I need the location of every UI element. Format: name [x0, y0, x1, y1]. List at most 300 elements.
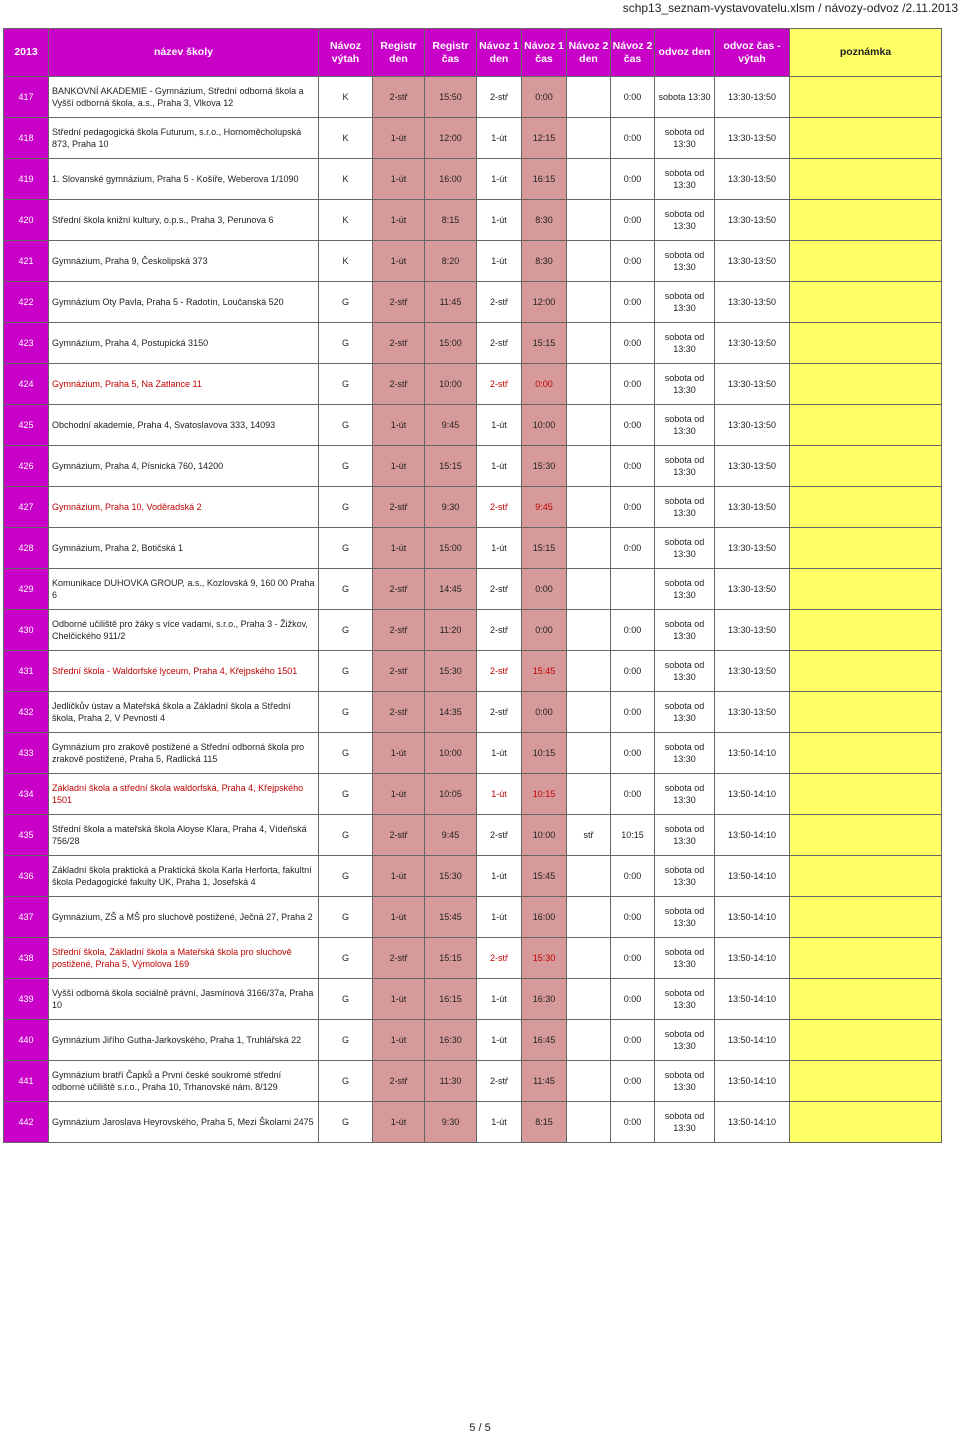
navoz1-den-cell: 1-út — [477, 856, 522, 897]
odvoz-cas-cell: 13:50-14:10 — [715, 1061, 790, 1102]
odvoz-den-cell: sobota od 13:30 — [655, 446, 715, 487]
navoz1-den-cell: 1-út — [477, 774, 522, 815]
navoz1-den-cell: 1-út — [477, 405, 522, 446]
navoz-vytah-cell: G — [319, 569, 373, 610]
navoz2-den-cell — [567, 487, 611, 528]
table-row — [4, 692, 942, 733]
school-name: Základní škola praktická a Praktická škola Karla Herforta, fakultní škola Pedagogické fakulty UK, Praha 1, Josefská 4 — [49, 856, 319, 897]
navoz2-den-cell — [567, 446, 611, 487]
navoz1-cas-cell: 16:30 — [522, 979, 567, 1020]
school-name: Gymnázium, Praha 4, Postupická 3150 — [49, 323, 319, 364]
row-number: 422 — [4, 282, 49, 323]
school-name: Střední pedagogická škola Futurum, s.r.o., Hornoměcholupská 873, Praha 10 — [49, 118, 319, 159]
poznamka-cell — [790, 733, 942, 774]
row-number: 417 — [4, 77, 49, 118]
navoz1-den-cell: 2-stř — [477, 938, 522, 979]
school-name: Gymnázium bratří Čapků a První české soukromé střední odborné učiliště s.r.o., Praha 10, Trhanovské nám. 8/129 — [49, 1061, 319, 1102]
poznamka-cell — [790, 815, 942, 856]
navoz-vytah-cell: G — [319, 323, 373, 364]
navoz1-den-cell: 1-út — [477, 200, 522, 241]
navoz-vytah-cell: G — [319, 364, 373, 405]
navoz-vytah-cell: G — [319, 1061, 373, 1102]
navoz2-cas-cell: 0:00 — [611, 77, 655, 118]
odvoz-den-cell: sobota od 13:30 — [655, 856, 715, 897]
registr-cas-cell: 15:30 — [425, 856, 477, 897]
school-name: Střední škola a mateřská škola Aloyse Klara, Praha 4, Vídeňská 756/28 — [49, 815, 319, 856]
registr-cas-cell: 15:45 — [425, 897, 477, 938]
navoz-vytah-cell: G — [319, 487, 373, 528]
navoz2-cas-cell: 0:00 — [611, 1061, 655, 1102]
row-number: 436 — [4, 856, 49, 897]
navoz2-cas-cell: 0:00 — [611, 733, 655, 774]
navoz2-cas-cell: 10:15 — [611, 815, 655, 856]
header-odvoz-den: odvoz den — [655, 29, 715, 77]
navoz-vytah-cell: K — [319, 159, 373, 200]
navoz1-cas-cell: 10:00 — [522, 405, 567, 446]
navoz2-den-cell — [567, 569, 611, 610]
navoz1-cas-cell: 10:15 — [522, 774, 567, 815]
navoz1-den-cell: 2-stř — [477, 815, 522, 856]
page-number: 5 / 5 — [469, 1422, 491, 1434]
registr-cas-cell: 12:00 — [425, 118, 477, 159]
navoz2-cas-cell: 0:00 — [611, 528, 655, 569]
school-name: 1. Slovanské gymnázium, Praha 5 - Košíře, Weberova 1/1090 — [49, 159, 319, 200]
header-navoz1-cas: Návoz 1 čas — [522, 29, 567, 77]
navoz2-den-cell: stř — [567, 815, 611, 856]
navoz2-den-cell — [567, 528, 611, 569]
navoz1-cas-cell: 15:30 — [522, 938, 567, 979]
navoz2-cas-cell: 0:00 — [611, 118, 655, 159]
row-number: 434 — [4, 774, 49, 815]
odvoz-den-cell: sobota od 13:30 — [655, 692, 715, 733]
navoz2-den-cell — [567, 200, 611, 241]
odvoz-den-cell: sobota od 13:30 — [655, 569, 715, 610]
odvoz-den-cell: sobota 13:30 — [655, 77, 715, 118]
header-school-name: název školy — [49, 29, 319, 77]
registr-den-cell: 2-stř — [373, 364, 425, 405]
odvoz-cas-cell: 13:50-14:10 — [715, 1102, 790, 1143]
row-number: 418 — [4, 118, 49, 159]
navoz1-den-cell: 1-út — [477, 897, 522, 938]
navoz1-den-cell: 2-stř — [477, 487, 522, 528]
navoz1-den-cell: 2-stř — [477, 1061, 522, 1102]
odvoz-cas-cell: 13:50-14:10 — [715, 774, 790, 815]
table-row — [4, 856, 942, 897]
odvoz-cas-cell: 13:30-13:50 — [715, 692, 790, 733]
odvoz-cas-cell: 13:50-14:10 — [715, 815, 790, 856]
row-number: 439 — [4, 979, 49, 1020]
table-row — [4, 364, 942, 405]
navoz2-cas-cell: 0:00 — [611, 405, 655, 446]
navoz-vytah-cell: G — [319, 1102, 373, 1143]
poznamka-cell — [790, 487, 942, 528]
registr-den-cell: 1-út — [373, 1020, 425, 1061]
navoz2-cas-cell: 0:00 — [611, 323, 655, 364]
poznamka-cell — [790, 692, 942, 733]
navoz-vytah-cell: G — [319, 651, 373, 692]
header-odvoz-cas-vytah: odvoz čas - výtah — [715, 29, 790, 77]
header-row — [4, 29, 942, 77]
navoz-vytah-cell: G — [319, 979, 373, 1020]
navoz2-cas-cell: 0:00 — [611, 1102, 655, 1143]
poznamka-cell — [790, 528, 942, 569]
registr-den-cell: 1-út — [373, 446, 425, 487]
registr-den-cell: 2-stř — [373, 487, 425, 528]
school-name: Gymnázium, Praha 10, Voděradská 2 — [49, 487, 319, 528]
odvoz-cas-cell: 13:30-13:50 — [715, 528, 790, 569]
registr-cas-cell: 9:30 — [425, 1102, 477, 1143]
school-name: Střední škola - Waldorfské lyceum, Praha 4, Křejpského 1501 — [49, 651, 319, 692]
table-row — [4, 1020, 942, 1061]
navoz1-cas-cell: 15:15 — [522, 323, 567, 364]
navoz1-cas-cell: 16:15 — [522, 159, 567, 200]
poznamka-cell — [790, 118, 942, 159]
navoz2-cas-cell: 0:00 — [611, 692, 655, 733]
school-name: Gymnázium, Praha 9, Českolipská 373 — [49, 241, 319, 282]
row-number: 431 — [4, 651, 49, 692]
registr-den-cell: 1-út — [373, 774, 425, 815]
poznamka-cell — [790, 979, 942, 1020]
registr-cas-cell: 16:00 — [425, 159, 477, 200]
odvoz-cas-cell: 13:30-13:50 — [715, 651, 790, 692]
header-year: 2013 — [4, 29, 49, 77]
navoz1-cas-cell: 0:00 — [522, 364, 567, 405]
header-navoz2-cas: Návoz 2 čas — [611, 29, 655, 77]
registr-den-cell: 1-út — [373, 1102, 425, 1143]
odvoz-den-cell: sobota od 13:30 — [655, 1020, 715, 1061]
navoz2-cas-cell: 0:00 — [611, 1020, 655, 1061]
navoz1-den-cell: 1-út — [477, 1020, 522, 1061]
poznamka-cell — [790, 405, 942, 446]
registr-cas-cell: 11:20 — [425, 610, 477, 651]
row-number: 421 — [4, 241, 49, 282]
odvoz-cas-cell: 13:50-14:10 — [715, 897, 790, 938]
row-number: 423 — [4, 323, 49, 364]
registr-cas-cell: 10:00 — [425, 733, 477, 774]
table-row — [4, 446, 942, 487]
odvoz-cas-cell: 13:30-13:50 — [715, 364, 790, 405]
poznamka-cell — [790, 200, 942, 241]
navoz2-cas-cell: 0:00 — [611, 159, 655, 200]
odvoz-den-cell: sobota od 13:30 — [655, 651, 715, 692]
odvoz-cas-cell: 13:30-13:50 — [715, 159, 790, 200]
navoz1-cas-cell: 9:45 — [522, 487, 567, 528]
table-row — [4, 200, 942, 241]
schedule-table — [3, 28, 942, 1143]
navoz2-den-cell — [567, 1020, 611, 1061]
navoz1-den-cell: 2-stř — [477, 569, 522, 610]
header-navoz-vytah: Návoz výtah — [319, 29, 373, 77]
registr-cas-cell: 16:15 — [425, 979, 477, 1020]
row-number: 442 — [4, 1102, 49, 1143]
navoz1-cas-cell: 8:15 — [522, 1102, 567, 1143]
odvoz-den-cell: sobota od 13:30 — [655, 610, 715, 651]
registr-den-cell: 1-út — [373, 528, 425, 569]
poznamka-cell — [790, 446, 942, 487]
odvoz-den-cell: sobota od 13:30 — [655, 528, 715, 569]
table-row — [4, 241, 942, 282]
odvoz-cas-cell: 13:50-14:10 — [715, 938, 790, 979]
file-path-header: schp13_seznam-vystavovatelu.xlsm / návozy-odvoz /2.11.2013 — [622, 1, 958, 15]
odvoz-den-cell: sobota od 13:30 — [655, 118, 715, 159]
poznamka-cell — [790, 159, 942, 200]
navoz1-den-cell: 1-út — [477, 241, 522, 282]
odvoz-den-cell: sobota od 13:30 — [655, 405, 715, 446]
navoz-vytah-cell: G — [319, 897, 373, 938]
table-row — [4, 77, 942, 118]
odvoz-cas-cell: 13:30-13:50 — [715, 241, 790, 282]
odvoz-den-cell: sobota od 13:30 — [655, 1102, 715, 1143]
odvoz-cas-cell: 13:30-13:50 — [715, 405, 790, 446]
navoz2-cas-cell: 0:00 — [611, 651, 655, 692]
row-number: 426 — [4, 446, 49, 487]
table-row — [4, 569, 942, 610]
odvoz-den-cell: sobota od 13:30 — [655, 774, 715, 815]
registr-den-cell: 2-stř — [373, 610, 425, 651]
poznamka-cell — [790, 569, 942, 610]
navoz-vytah-cell: K — [319, 118, 373, 159]
table-row — [4, 1102, 942, 1143]
navoz-vytah-cell: G — [319, 815, 373, 856]
row-number: 425 — [4, 405, 49, 446]
school-name: Vyšší odborná škola sociálně právní, Jasmínová 3166/37a, Praha 10 — [49, 979, 319, 1020]
navoz2-den-cell — [567, 364, 611, 405]
navoz1-cas-cell: 8:30 — [522, 241, 567, 282]
header-navoz1-den: Návoz 1 den — [477, 29, 522, 77]
navoz2-den-cell — [567, 897, 611, 938]
registr-den-cell: 2-stř — [373, 77, 425, 118]
table-row — [4, 323, 942, 364]
registr-cas-cell: 14:35 — [425, 692, 477, 733]
odvoz-den-cell: sobota od 13:30 — [655, 241, 715, 282]
row-number: 420 — [4, 200, 49, 241]
registr-den-cell: 2-stř — [373, 938, 425, 979]
navoz-vytah-cell: K — [319, 77, 373, 118]
table-row — [4, 405, 942, 446]
navoz1-cas-cell: 12:00 — [522, 282, 567, 323]
registr-den-cell: 1-út — [373, 241, 425, 282]
odvoz-cas-cell: 13:30-13:50 — [715, 118, 790, 159]
odvoz-cas-cell: 13:30-13:50 — [715, 610, 790, 651]
navoz2-den-cell — [567, 405, 611, 446]
registr-cas-cell: 15:15 — [425, 446, 477, 487]
registr-den-cell: 2-stř — [373, 282, 425, 323]
registr-cas-cell: 10:05 — [425, 774, 477, 815]
navoz1-den-cell: 1-út — [477, 118, 522, 159]
row-number: 419 — [4, 159, 49, 200]
registr-den-cell: 2-stř — [373, 692, 425, 733]
registr-cas-cell: 16:30 — [425, 1020, 477, 1061]
odvoz-cas-cell: 13:30-13:50 — [715, 77, 790, 118]
odvoz-den-cell: sobota od 13:30 — [655, 159, 715, 200]
navoz2-cas-cell: 0:00 — [611, 774, 655, 815]
registr-cas-cell: 10:00 — [425, 364, 477, 405]
navoz1-cas-cell: 15:45 — [522, 651, 567, 692]
registr-den-cell: 2-stř — [373, 815, 425, 856]
school-name: Gymnázium, Praha 5, Na Zatlance 11 — [49, 364, 319, 405]
school-name: Gymnázium Oty Pavla, Praha 5 - Radotín, Loučanská 520 — [49, 282, 319, 323]
odvoz-cas-cell: 13:50-14:10 — [715, 979, 790, 1020]
school-name: Gymnázium, ZŠ a MŠ pro sluchově postižené, Ječná 27, Praha 2 — [49, 897, 319, 938]
navoz2-den-cell — [567, 282, 611, 323]
table-row — [4, 651, 942, 692]
registr-cas-cell: 14:45 — [425, 569, 477, 610]
row-number: 427 — [4, 487, 49, 528]
navoz2-cas-cell: 0:00 — [611, 241, 655, 282]
navoz-vytah-cell: G — [319, 856, 373, 897]
school-name: Základní škola a střední škola waldorfská, Praha 4, Křejpského 1501 — [49, 774, 319, 815]
row-number: 428 — [4, 528, 49, 569]
odvoz-den-cell: sobota od 13:30 — [655, 938, 715, 979]
navoz2-den-cell — [567, 241, 611, 282]
school-name: Jedličkův ústav a Mateřská škola a Základní škola a Střední škola, Praha 2, V Pevnosti 4 — [49, 692, 319, 733]
navoz-vytah-cell: K — [319, 200, 373, 241]
navoz-vytah-cell: G — [319, 610, 373, 651]
registr-den-cell: 2-stř — [373, 323, 425, 364]
odvoz-cas-cell: 13:30-13:50 — [715, 323, 790, 364]
navoz2-cas-cell: 0:00 — [611, 979, 655, 1020]
table-row — [4, 487, 942, 528]
navoz1-cas-cell: 0:00 — [522, 569, 567, 610]
table-row — [4, 774, 942, 815]
header-registr-cas: Registr čas — [425, 29, 477, 77]
navoz2-den-cell — [567, 159, 611, 200]
odvoz-cas-cell: 13:50-14:10 — [715, 1020, 790, 1061]
registr-den-cell: 1-út — [373, 979, 425, 1020]
row-number: 440 — [4, 1020, 49, 1061]
registr-den-cell: 2-stř — [373, 1061, 425, 1102]
navoz1-den-cell: 2-stř — [477, 323, 522, 364]
registr-den-cell: 1-út — [373, 733, 425, 774]
registr-den-cell: 1-út — [373, 897, 425, 938]
registr-cas-cell: 9:45 — [425, 405, 477, 446]
navoz1-den-cell: 1-út — [477, 446, 522, 487]
navoz1-den-cell: 1-út — [477, 733, 522, 774]
navoz2-cas-cell: 0:00 — [611, 446, 655, 487]
navoz2-cas-cell: 0:00 — [611, 938, 655, 979]
school-name: Střední škola, Základní škola a Mateřská škola pro sluchově postižené, Praha 5, Výmolova 169 — [49, 938, 319, 979]
table-row — [4, 897, 942, 938]
school-name: Gymnázium Jiřího Gutha-Jarkovského, Praha 1, Truhlářská 22 — [49, 1020, 319, 1061]
school-name: Gymnázium, Praha 4, Písnická 760, 14200 — [49, 446, 319, 487]
navoz2-cas-cell — [611, 569, 655, 610]
registr-den-cell: 2-stř — [373, 651, 425, 692]
poznamka-cell — [790, 282, 942, 323]
odvoz-den-cell: sobota od 13:30 — [655, 200, 715, 241]
navoz2-cas-cell: 0:00 — [611, 610, 655, 651]
navoz1-den-cell: 2-stř — [477, 282, 522, 323]
navoz1-cas-cell: 8:30 — [522, 200, 567, 241]
header-registr-den: Registr den — [373, 29, 425, 77]
navoz1-cas-cell: 15:30 — [522, 446, 567, 487]
poznamka-cell — [790, 897, 942, 938]
navoz1-cas-cell: 0:00 — [522, 692, 567, 733]
row-number: 437 — [4, 897, 49, 938]
poznamka-cell — [790, 610, 942, 651]
registr-cas-cell: 15:15 — [425, 938, 477, 979]
navoz2-den-cell — [567, 938, 611, 979]
odvoz-den-cell: sobota od 13:30 — [655, 979, 715, 1020]
navoz2-cas-cell: 0:00 — [611, 897, 655, 938]
table-row — [4, 815, 942, 856]
table-row — [4, 979, 942, 1020]
registr-den-cell: 1-út — [373, 856, 425, 897]
school-name: Gymnázium pro zrakově postižené a Střední odborná škola pro zrakově postižené, Praha 5, Radlická 115 — [49, 733, 319, 774]
navoz2-den-cell — [567, 323, 611, 364]
navoz-vytah-cell: G — [319, 1020, 373, 1061]
registr-den-cell: 1-út — [373, 405, 425, 446]
navoz-vytah-cell: G — [319, 938, 373, 979]
registr-cas-cell: 9:45 — [425, 815, 477, 856]
registr-cas-cell: 9:30 — [425, 487, 477, 528]
registr-den-cell: 2-stř — [373, 569, 425, 610]
table-row — [4, 118, 942, 159]
odvoz-den-cell: sobota od 13:30 — [655, 733, 715, 774]
navoz2-cas-cell: 0:00 — [611, 856, 655, 897]
odvoz-den-cell: sobota od 13:30 — [655, 323, 715, 364]
navoz2-den-cell — [567, 118, 611, 159]
navoz1-cas-cell: 11:45 — [522, 1061, 567, 1102]
school-name: Odborné učiliště pro žáky s více vadami, s.r.o., Praha 3 - Žižkov, Chelčického 911/2 — [49, 610, 319, 651]
navoz1-den-cell: 1-út — [477, 979, 522, 1020]
odvoz-cas-cell: 13:30-13:50 — [715, 200, 790, 241]
poznamka-cell — [790, 1061, 942, 1102]
odvoz-den-cell: sobota od 13:30 — [655, 897, 715, 938]
navoz2-den-cell — [567, 692, 611, 733]
school-name: Komunikace DUHOVKA GROUP, a.s., Kozlovská 9, 160 00 Praha 6 — [49, 569, 319, 610]
registr-cas-cell: 11:30 — [425, 1061, 477, 1102]
navoz1-den-cell: 2-stř — [477, 651, 522, 692]
navoz2-cas-cell: 0:00 — [611, 200, 655, 241]
odvoz-den-cell: sobota od 13:30 — [655, 487, 715, 528]
table-row — [4, 938, 942, 979]
school-name: Střední škola knižní kultury, o.p.s., Praha 3, Perunova 6 — [49, 200, 319, 241]
registr-den-cell: 1-út — [373, 118, 425, 159]
odvoz-cas-cell: 13:30-13:50 — [715, 282, 790, 323]
school-name: Gymnázium, Praha 2, Botičská 1 — [49, 528, 319, 569]
registr-cas-cell: 8:15 — [425, 200, 477, 241]
row-number: 430 — [4, 610, 49, 651]
odvoz-den-cell: sobota od 13:30 — [655, 282, 715, 323]
navoz-vytah-cell: G — [319, 774, 373, 815]
odvoz-cas-cell: 13:50-14:10 — [715, 856, 790, 897]
table-row — [4, 282, 942, 323]
registr-cas-cell: 15:00 — [425, 323, 477, 364]
poznamka-cell — [790, 323, 942, 364]
odvoz-den-cell: sobota od 13:30 — [655, 815, 715, 856]
row-number: 424 — [4, 364, 49, 405]
navoz2-den-cell — [567, 610, 611, 651]
school-name: Obchodní akademie, Praha 4, Svatoslavova 333, 14093 — [49, 405, 319, 446]
navoz-vytah-cell: G — [319, 733, 373, 774]
header-navoz2-den: Návoz 2 den — [567, 29, 611, 77]
row-number: 432 — [4, 692, 49, 733]
table-row — [4, 528, 942, 569]
navoz-vytah-cell: G — [319, 446, 373, 487]
navoz1-den-cell: 1-út — [477, 528, 522, 569]
navoz-vytah-cell: G — [319, 692, 373, 733]
poznamka-cell — [790, 241, 942, 282]
poznamka-cell — [790, 856, 942, 897]
navoz1-cas-cell: 16:45 — [522, 1020, 567, 1061]
registr-cas-cell: 15:00 — [425, 528, 477, 569]
row-number: 433 — [4, 733, 49, 774]
table-row — [4, 159, 942, 200]
school-name: Gymnázium Jaroslava Heyrovského, Praha 5, Mezi Školami 2475 — [49, 1102, 319, 1143]
schedule-rows — [4, 77, 942, 1143]
navoz-vytah-cell: K — [319, 241, 373, 282]
registr-cas-cell: 11:45 — [425, 282, 477, 323]
